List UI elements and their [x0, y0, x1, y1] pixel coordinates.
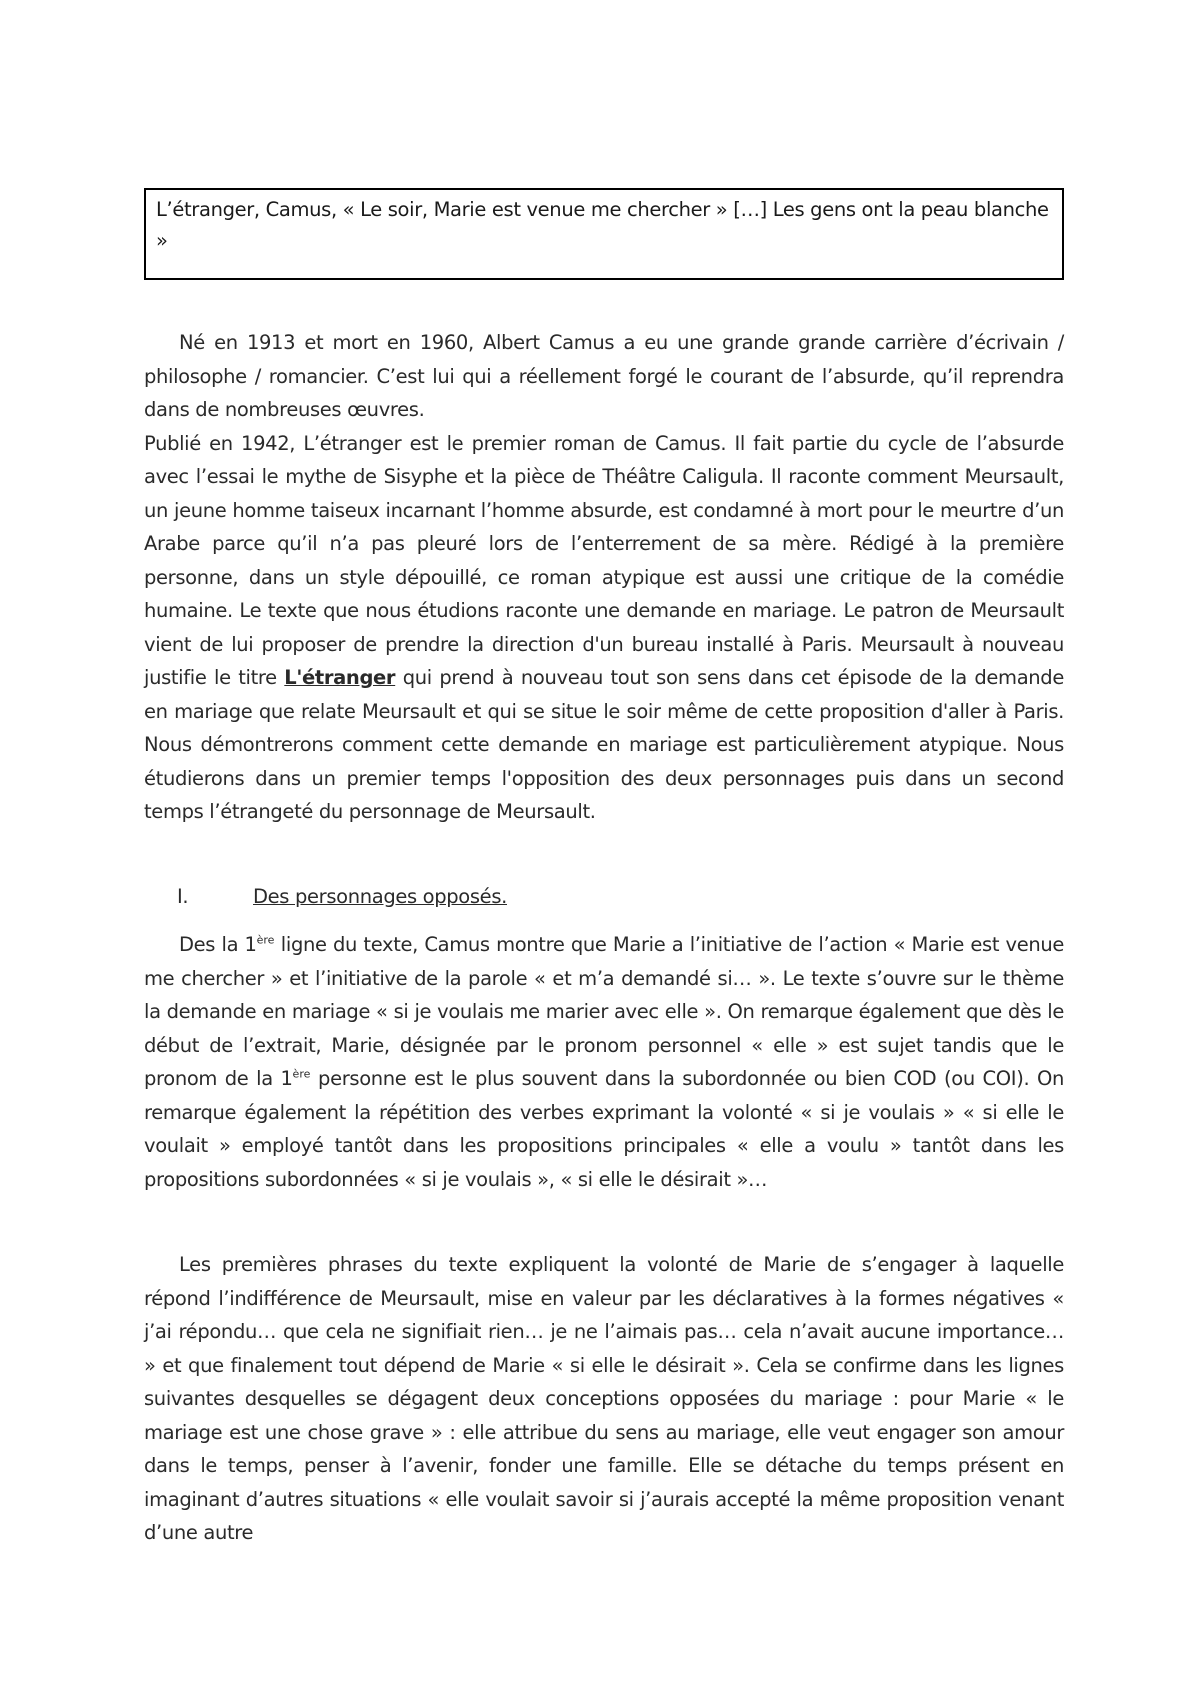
ordinal-superscript: ère: [292, 1067, 311, 1081]
text-segment: personne est le plus souvent dans la subordonnée ou bien COD (ou COI). On remarque également la répétition des verbes exprimant la volonté « si je voulais » « si elle le voulait » employé tantôt dans les propositions principales « elle a voulu » tantôt dans les propositions subordonnées « si je voulais », « si elle le désirait »…: [144, 1067, 1064, 1191]
text-segment: ligne du texte, Camus montre que Marie a l’initiative de l’action « Marie est venue me chercher » et l’initiative de la parole « et m’a demandé si… ». Le texte s’ouvre sur le thème la demande en mariage « si je voulais me marier avec elle ». On remarque également que dès le début de l’extrait, Marie, désignée par le pronom personnel « elle » est sujet tandis que le pronom de la 1: [144, 933, 1065, 1090]
text-segment: Des la 1: [179, 933, 257, 956]
section-number: I.: [177, 885, 189, 908]
section-paragraph-2: [144, 1248, 1064, 1550]
section-paragraph-1: [144, 928, 1064, 1196]
introduction: [144, 326, 1064, 829]
section-title: Des personnages opposés.: [253, 885, 507, 908]
document-title: L’étranger, Camus, « Le soir, Marie est venue me chercher » […] Les gens ont la peau blanche »: [156, 198, 1049, 252]
intro-paragraph-2: [144, 427, 1064, 829]
paragraph-text: [144, 928, 1064, 1196]
intro-text-after-link: qui prend à nouveau tout son sens dans cet épisode de la demande en mariage que relate Meursault et qui se situe le soir même de cette proposition d'aller à Paris. Nous démontrerons comment cette demande en mariage est particulièrement atypique. Nous étudierons dans un premier temps l'opposition des deux personnages puis dans un second temps l’étrangeté du personnage de Meursault.: [144, 666, 1064, 823]
intro-paragraph-1: Né en 1913 et mort en 1960, Albert Camus a eu une grande grande carrière d’écrivain / philosophe / romancier. C’est lui qui a réellement forgé le courant de l’absurde, qu’il reprendra dans de nombreuses œuvres.: [144, 331, 1064, 421]
intro-text-before-link: Publié en 1942, L’étranger est le premier roman de Camus. Il fait partie du cycle de l’absurde avec l’essai le mythe de Sisyphe et la pièce de Théâtre Caligula. Il raconte comment Meursault, un jeune homme taiseux incarnant l’homme absurde, est condamné à mort pour le meurtre d’un Arabe parce qu’il n’a pas pleuré lors de l’enterrement de sa mère. Rédigé à la première personne, dans un style dépouillé, ce roman atypique est aussi une critique de la comédie humaine. Le texte que nous étudions raconte une demande en mariage. Le patron de Meursault vient de lui proposer de prendre la direction d'un bureau installé à Paris. Meursault à nouveau justifie le titre: [144, 431, 1064, 689]
paragraph-text: Les premières phrases du texte expliquent la volonté de Marie de s’engager à laquelle répond l’indifférence de Meursault, mise en valeur par les déclaratives à la formes négatives « j’ai répondu… que cela ne signifiait rien… je ne l’aimais pas… cela n’avait aucune importance… » et que finalement tout dépend de Marie « si elle le désirait ». Cela se confirme dans les lignes suivantes desquelles se dégagent deux conceptions opposées du mariage : pour Marie « le mariage est une chose grave » : elle attribue du sens au mariage, elle veut engager son amour dans le temps, penser à l’avenir, fonder une famille. Elle se détache du temps présent en imaginant d’autres situations « elle voulait savoir si j’aurais accepté la même proposition venant d’une autre: [144, 1253, 1064, 1544]
title-box: [144, 188, 1064, 280]
book-title-link[interactable]: L'étranger: [284, 666, 396, 689]
ordinal-superscript: ère: [256, 933, 275, 947]
